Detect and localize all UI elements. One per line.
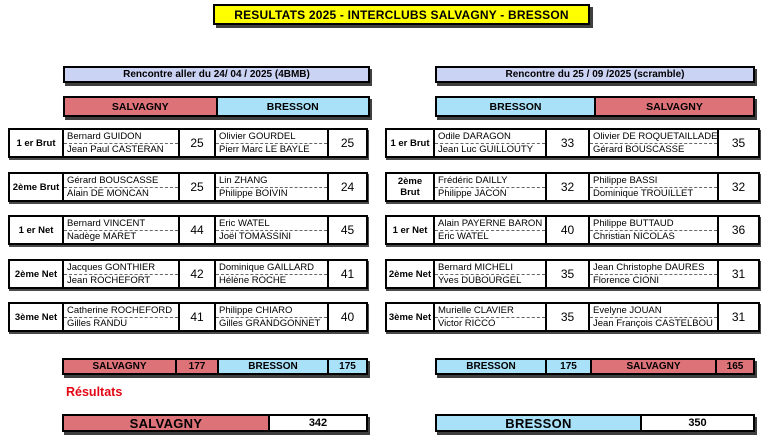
score-cell: 35 <box>731 136 746 150</box>
result-row-left-2emenet <box>8 259 368 289</box>
team-header-right-bresson: BRESSON <box>437 98 594 115</box>
pair-names <box>435 174 547 200</box>
pair-names <box>590 304 719 330</box>
totals-team-label: BRESSON <box>217 360 327 373</box>
final-team-label: BRESSON <box>437 416 642 430</box>
pair-names <box>64 261 180 287</box>
final-team-score: 350 <box>642 416 753 430</box>
score-cell: 41 <box>340 267 355 281</box>
row-label: 2ème Brut <box>10 174 64 200</box>
meeting-title-left: Rencontre aller du 24/ 04 / 2025 (4BMB) <box>123 69 310 80</box>
pair-names <box>590 130 719 156</box>
score-cell: 32 <box>547 174 590 200</box>
score-cell: 44 <box>180 217 216 243</box>
team-header-right-salvagny: SALVAGNY <box>594 98 753 115</box>
pair-names <box>435 130 547 156</box>
player-name: Murielle CLAVIER <box>435 304 545 318</box>
meeting-title-right: Rencontre du 25 / 09 /2025 (scramble) <box>505 69 685 80</box>
row-label: 1 er Net <box>387 217 435 243</box>
result-row-right-2emenet <box>385 259 760 289</box>
player-name: Philippe CHIARO <box>216 304 327 318</box>
player-name: Dominique TROUILLET <box>593 188 694 200</box>
final-row-left <box>62 414 368 432</box>
title-banner <box>213 4 590 25</box>
player-name: Eric WATEL <box>438 231 489 243</box>
result-row-left-2emebrut <box>8 172 368 202</box>
player-name: Odile DARAGON <box>435 130 545 144</box>
totals-team-label: BRESSON <box>437 360 545 373</box>
player-name: Frédéric DAILLY <box>435 174 545 188</box>
results-label: Résultats <box>66 385 123 399</box>
score-cell: 33 <box>547 130 590 156</box>
player-name: Eric WATEL <box>216 217 327 231</box>
totals-row-right <box>435 358 755 375</box>
totals-team-label: SALVAGNY <box>64 360 175 373</box>
pair-names <box>590 217 719 243</box>
player-name: Dominique GAILLARD <box>216 261 327 275</box>
row-label: 3ème Net <box>10 304 64 330</box>
pair-names <box>435 217 547 243</box>
player-name: Evelyne JOUAN <box>590 304 717 318</box>
row-label: 1 er Brut <box>387 130 435 156</box>
player-name: Gérard BOUSCASSE <box>593 144 685 156</box>
player-name: Jacques GONTHIER <box>64 261 178 275</box>
score-cell: 25 <box>180 174 216 200</box>
score-cell: 24 <box>340 180 355 194</box>
pair-names <box>216 217 329 243</box>
pair-names <box>64 304 180 330</box>
player-name: Philippe BOIVIN <box>219 188 288 200</box>
result-row-left-1erbrut <box>8 128 368 158</box>
player-name: Florence CIONI <box>593 275 659 287</box>
totals-team-score: 175 <box>327 360 366 373</box>
totals-row-left <box>62 358 368 375</box>
pair-names <box>64 217 180 243</box>
player-name: Pierr Marc LE BAYLE <box>219 144 310 156</box>
player-name: Gilles GRANDGONNET <box>219 318 321 330</box>
row-label: 1 er Net <box>10 217 64 243</box>
row-label: 1 er Brut <box>10 130 64 156</box>
meeting-header-right <box>435 66 755 83</box>
score-cell: 25 <box>180 130 216 156</box>
team-header-right <box>435 96 755 117</box>
player-name: Victor RICCO <box>438 318 496 330</box>
score-cell: 42 <box>180 261 216 287</box>
row-label: 2ème Brut <box>387 174 435 200</box>
row-label: 2ème Net <box>387 261 435 287</box>
player-name: Olivier DE ROQUETAILLADE <box>590 130 717 144</box>
player-name: Catherine ROCHEFORD <box>64 304 178 318</box>
score-cell: 40 <box>340 310 355 324</box>
player-name: Philippe BASSI <box>590 174 717 188</box>
player-name: Jean Luc GUILLOUTY <box>438 144 534 156</box>
score-cell: 31 <box>731 267 746 281</box>
pair-names <box>435 261 547 287</box>
player-name: Nadège MARET <box>67 231 137 243</box>
pair-names <box>216 261 329 287</box>
player-name: Jean ROCHEFORT <box>67 275 151 287</box>
score-cell: 41 <box>180 304 216 330</box>
pair-names <box>216 130 329 156</box>
result-row-right-3emenet <box>385 302 760 332</box>
page-title: RESULTATS 2025 - INTERCLUBS SALVAGNY - BRESSON <box>234 7 569 22</box>
score-cell: 35 <box>547 304 590 330</box>
player-name: Christian NICOLAS <box>593 231 675 243</box>
player-name: Joël TOMASSINI <box>219 231 291 243</box>
player-name: Bernard VINCENT <box>64 217 178 231</box>
score-cell: 25 <box>340 136 355 150</box>
row-label: 2ème Net <box>10 261 64 287</box>
player-name: Bernard GUIDON <box>64 130 178 144</box>
result-row-right-2emebrut <box>385 172 760 202</box>
result-row-left-3emenet <box>8 302 368 332</box>
pair-names <box>216 304 329 330</box>
player-name: Jean François CASTELBOU <box>593 318 713 330</box>
pair-names <box>590 261 719 287</box>
player-name: Philippe JACON <box>438 188 507 200</box>
score-cell: 35 <box>547 261 590 287</box>
score-cell: 36 <box>731 223 746 237</box>
final-row-right <box>435 414 755 432</box>
row-label: 3ème Net <box>387 304 435 330</box>
player-name: Gilles RANDU <box>67 318 128 330</box>
pair-names <box>590 174 719 200</box>
player-name: Alain PAYERNE BARON <box>435 217 545 231</box>
totals-team-score: 177 <box>175 360 217 373</box>
player-name: Yves DUBOURGEL <box>438 275 522 287</box>
player-name: Jean Christophe DAURES <box>590 261 717 275</box>
score-cell: 40 <box>547 217 590 243</box>
player-name: Philippe BUTTAUD <box>590 217 717 231</box>
team-header-left-salvagny: SALVAGNY <box>65 98 216 115</box>
final-team-score: 342 <box>270 416 366 430</box>
player-name: Gérard BOUSCASSE <box>64 174 178 188</box>
player-name: Hélène ROCHE <box>219 275 287 287</box>
player-name: Lin ZHANG <box>216 174 327 188</box>
team-header-left-bresson: BRESSON <box>216 98 369 115</box>
result-row-right-1erbrut <box>385 128 760 158</box>
meeting-header-left <box>63 66 370 83</box>
player-name: Jean Paul CASTERAN <box>67 144 164 156</box>
pair-names <box>435 304 547 330</box>
result-row-left-1ernet <box>8 215 368 245</box>
score-cell: 31 <box>731 310 746 324</box>
totals-team-score: 165 <box>715 360 753 373</box>
final-team-label: SALVAGNY <box>64 416 270 430</box>
team-header-left <box>63 96 370 117</box>
pair-names <box>64 174 180 200</box>
pair-names <box>64 130 180 156</box>
score-cell: 45 <box>340 223 355 237</box>
player-name: Alain DE MONCAN <box>67 188 149 200</box>
player-name: Olivier GOURDEL <box>216 130 327 144</box>
score-cell: 32 <box>731 180 746 194</box>
result-row-right-1ernet <box>385 215 760 245</box>
pair-names <box>216 174 329 200</box>
totals-team-label: SALVAGNY <box>590 360 715 373</box>
player-name: Bernard MICHELI <box>435 261 545 275</box>
totals-team-score: 175 <box>545 360 590 373</box>
